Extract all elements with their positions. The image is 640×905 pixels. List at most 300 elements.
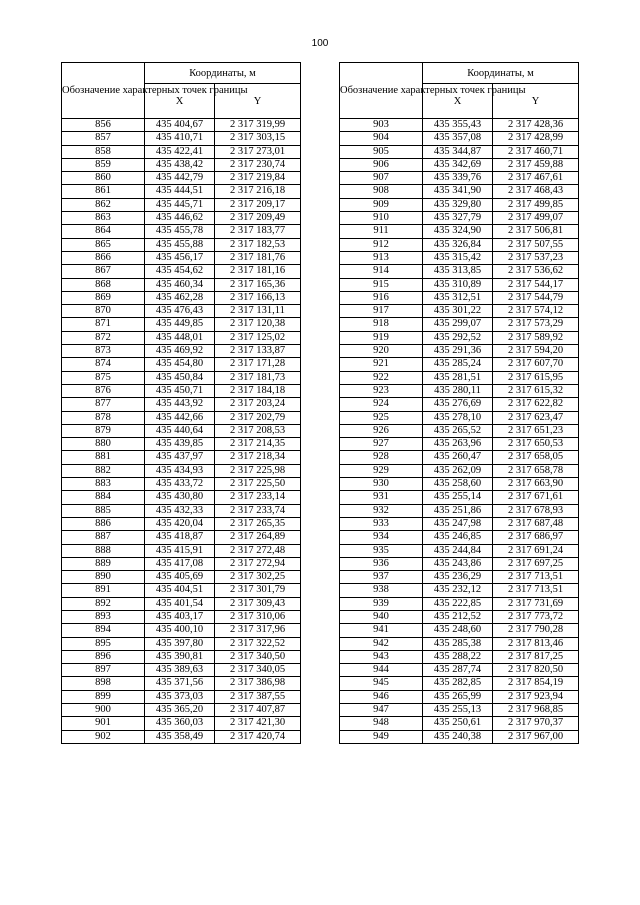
table-row: [62, 597, 301, 610]
x-coordinate-cell: 435 299,07: [423, 318, 493, 331]
x-coordinate-cell: 435 276,69: [423, 398, 493, 411]
y-coordinate-cell: 2 317 691,24: [493, 544, 579, 557]
table-row: [62, 491, 301, 504]
point-number-cell: 863: [62, 212, 145, 225]
y-coordinate-cell: 2 317 322,52: [215, 637, 301, 650]
y-coordinate-cell: 2 317 697,25: [493, 557, 579, 570]
x-coordinate-cell: 435 469,92: [145, 345, 215, 358]
x-coordinate-cell: 435 281,51: [423, 371, 493, 384]
y-coordinate-cell: 2 317 319,99: [215, 119, 301, 132]
coordinates-table-right: [339, 62, 579, 744]
point-number-cell: 896: [62, 650, 145, 663]
x-coordinate-cell: 435 456,17: [145, 251, 215, 264]
x-coordinate-cell: 435 301,22: [423, 305, 493, 318]
y-coordinate-cell: 2 317 658,05: [493, 451, 579, 464]
table-row: [340, 119, 579, 132]
table-row: [340, 145, 579, 158]
y-coordinate-cell: 2 317 387,55: [215, 690, 301, 703]
point-number-cell: 915: [340, 278, 423, 291]
x-coordinate-cell: 435 389,63: [145, 664, 215, 677]
point-number-cell: 913: [340, 251, 423, 264]
y-coordinate-cell: 2 317 623,47: [493, 411, 579, 424]
table-row: [62, 504, 301, 517]
point-number-cell: 875: [62, 371, 145, 384]
table-row: [340, 517, 579, 530]
x-coordinate-cell: 435 357,08: [423, 132, 493, 145]
x-coordinate-cell: 435 390,81: [145, 650, 215, 663]
x-coordinate-cell: 435 401,54: [145, 597, 215, 610]
point-number-cell: 939: [340, 597, 423, 610]
x-coordinate-cell: 435 222,85: [423, 597, 493, 610]
y-coordinate-cell: 2 317 265,35: [215, 517, 301, 530]
y-coordinate-cell: 2 317 817,25: [493, 650, 579, 663]
x-coordinate-cell: 435 442,66: [145, 411, 215, 424]
x-coordinate-cell: 435 292,52: [423, 331, 493, 344]
y-coordinate-cell: 2 317 589,92: [493, 331, 579, 344]
y-coordinate-cell: 2 317 731,69: [493, 597, 579, 610]
point-number-cell: 892: [62, 597, 145, 610]
table-row: [62, 704, 301, 717]
x-coordinate-cell: 435 265,99: [423, 690, 493, 703]
x-coordinate-cell: 435 248,60: [423, 624, 493, 637]
table-row: [62, 398, 301, 411]
point-number-cell: 944: [340, 664, 423, 677]
y-coordinate-cell: 2 317 133,87: [215, 345, 301, 358]
point-number-cell: 871: [62, 318, 145, 331]
point-number-cell: 889: [62, 557, 145, 570]
x-coordinate-cell: 435 287,74: [423, 664, 493, 677]
table-row: [62, 677, 301, 690]
x-coordinate-cell: 435 232,12: [423, 584, 493, 597]
x-coordinate-cell: 435 278,10: [423, 411, 493, 424]
point-number-cell: 886: [62, 517, 145, 530]
y-coordinate-cell: 2 317 713,51: [493, 584, 579, 597]
table-row: [62, 172, 301, 185]
x-coordinate-cell: 435 282,85: [423, 677, 493, 690]
table-row: [62, 610, 301, 623]
y-coordinate-cell: 2 317 615,32: [493, 384, 579, 397]
point-number-cell: 947: [340, 704, 423, 717]
y-coordinate-cell: 2 317 181,76: [215, 251, 301, 264]
x-coordinate-cell: 435 212,52: [423, 610, 493, 623]
y-coordinate-cell: 2 317 233,74: [215, 504, 301, 517]
x-coordinate-cell: 435 280,11: [423, 384, 493, 397]
y-coordinate-cell: 2 317 507,55: [493, 238, 579, 251]
table-row: [340, 318, 579, 331]
y-coordinate-cell: 2 317 216,18: [215, 185, 301, 198]
x-coordinate-cell: 435 373,03: [145, 690, 215, 703]
x-header: X: [423, 84, 493, 119]
table-row: [62, 331, 301, 344]
table-row: [62, 358, 301, 371]
x-coordinate-cell: 435 313,85: [423, 265, 493, 278]
y-header: Y: [493, 84, 579, 119]
x-coordinate-cell: 435 455,88: [145, 238, 215, 251]
y-coordinate-cell: 2 317 273,01: [215, 145, 301, 158]
point-number-cell: 929: [340, 464, 423, 477]
table-row: [340, 132, 579, 145]
table-row: [340, 730, 579, 743]
x-coordinate-cell: 435 246,85: [423, 531, 493, 544]
table-row: [340, 571, 579, 584]
point-number-cell: 920: [340, 345, 423, 358]
x-coordinate-cell: 435 462,28: [145, 291, 215, 304]
x-coordinate-cell: 435 365,20: [145, 704, 215, 717]
point-number-cell: 904: [340, 132, 423, 145]
x-coordinate-cell: 435 415,91: [145, 544, 215, 557]
y-coordinate-cell: 2 317 131,11: [215, 305, 301, 318]
x-coordinate-cell: 435 403,17: [145, 610, 215, 623]
y-coordinate-cell: 2 317 272,48: [215, 544, 301, 557]
x-coordinate-cell: 435 312,51: [423, 291, 493, 304]
table-row: [62, 584, 301, 597]
x-coordinate-cell: 435 371,56: [145, 677, 215, 690]
table-row: [62, 624, 301, 637]
point-number-cell: 927: [340, 438, 423, 451]
y-coordinate-cell: 2 317 687,48: [493, 517, 579, 530]
x-coordinate-cell: 435 255,13: [423, 704, 493, 717]
x-coordinate-cell: 435 400,10: [145, 624, 215, 637]
y-coordinate-cell: 2 317 428,99: [493, 132, 579, 145]
table-row: [340, 384, 579, 397]
table-row: [340, 650, 579, 663]
point-number-cell: 859: [62, 158, 145, 171]
table-row: [340, 544, 579, 557]
x-coordinate-cell: 435 445,71: [145, 198, 215, 211]
x-coordinate-cell: 435 327,79: [423, 212, 493, 225]
point-number-cell: 934: [340, 531, 423, 544]
x-coordinate-cell: 435 450,71: [145, 384, 215, 397]
x-coordinate-cell: 435 324,90: [423, 225, 493, 238]
point-number-cell: 897: [62, 664, 145, 677]
table-row: [62, 145, 301, 158]
table-row: [340, 478, 579, 491]
point-number-cell: 857: [62, 132, 145, 145]
y-coordinate-cell: 2 317 209,17: [215, 198, 301, 211]
table-row: [340, 557, 579, 570]
point-number-cell: 878: [62, 411, 145, 424]
table-body-right: [340, 119, 579, 744]
table-row: [340, 717, 579, 730]
y-coordinate-cell: 2 317 650,53: [493, 438, 579, 451]
point-number-cell: 903: [340, 119, 423, 132]
point-number-cell: 883: [62, 478, 145, 491]
point-number-cell: 887: [62, 531, 145, 544]
y-coordinate-cell: 2 317 854,19: [493, 677, 579, 690]
x-coordinate-cell: 435 255,14: [423, 491, 493, 504]
table-row: [62, 345, 301, 358]
table-row: [340, 198, 579, 211]
y-coordinate-cell: 2 317 459,88: [493, 158, 579, 171]
point-number-cell: 937: [340, 571, 423, 584]
point-number-cell: 880: [62, 438, 145, 451]
point-number-cell: 917: [340, 305, 423, 318]
y-coordinate-cell: 2 317 225,50: [215, 478, 301, 491]
y-coordinate-cell: 2 317 506,81: [493, 225, 579, 238]
y-coordinate-cell: 2 317 467,61: [493, 172, 579, 185]
y-coordinate-cell: 2 317 340,05: [215, 664, 301, 677]
table-row: [340, 172, 579, 185]
y-coordinate-cell: 2 317 309,43: [215, 597, 301, 610]
y-coordinate-cell: 2 317 686,97: [493, 531, 579, 544]
table-row: [62, 717, 301, 730]
table-row: [62, 544, 301, 557]
y-coordinate-cell: 2 317 218,34: [215, 451, 301, 464]
point-number-cell: 942: [340, 637, 423, 650]
y-coordinate-cell: 2 317 208,53: [215, 424, 301, 437]
y-coordinate-cell: 2 317 230,74: [215, 158, 301, 171]
x-coordinate-cell: 435 410,71: [145, 132, 215, 145]
point-number-cell: 856: [62, 119, 145, 132]
point-number-cell: 943: [340, 650, 423, 663]
point-number-cell: 933: [340, 517, 423, 530]
point-number-cell: 881: [62, 451, 145, 464]
table-row: [340, 158, 579, 171]
y-coordinate-cell: 2 317 813,46: [493, 637, 579, 650]
y-coordinate-cell: 2 317 713,51: [493, 571, 579, 584]
x-coordinate-cell: 435 444,51: [145, 185, 215, 198]
x-coordinate-cell: 435 244,84: [423, 544, 493, 557]
y-coordinate-cell: 2 317 171,28: [215, 358, 301, 371]
table-row: [340, 291, 579, 304]
point-number-cell: 946: [340, 690, 423, 703]
y-coordinate-cell: 2 317 671,61: [493, 491, 579, 504]
point-number-cell: 870: [62, 305, 145, 318]
point-number-cell: 868: [62, 278, 145, 291]
table-row: [62, 318, 301, 331]
x-coordinate-cell: 435 422,41: [145, 145, 215, 158]
x-coordinate-cell: 435 243,86: [423, 557, 493, 570]
x-coordinate-cell: 435 420,04: [145, 517, 215, 530]
y-coordinate-cell: 2 317 166,13: [215, 291, 301, 304]
y-coordinate-cell: 2 317 386,98: [215, 677, 301, 690]
point-number-cell: 876: [62, 384, 145, 397]
table-row: [340, 637, 579, 650]
y-coordinate-cell: 2 317 272,94: [215, 557, 301, 570]
point-number-cell: 938: [340, 584, 423, 597]
x-coordinate-cell: 435 446,62: [145, 212, 215, 225]
point-number-cell: 895: [62, 637, 145, 650]
point-number-cell: 862: [62, 198, 145, 211]
point-number-cell: 898: [62, 677, 145, 690]
table-row: [340, 411, 579, 424]
table-row: [340, 331, 579, 344]
point-number-cell: 902: [62, 730, 145, 743]
point-number-cell: 922: [340, 371, 423, 384]
point-number-cell: 940: [340, 610, 423, 623]
y-coordinate-cell: 2 317 214,35: [215, 438, 301, 451]
x-coordinate-cell: 435 265,52: [423, 424, 493, 437]
x-coordinate-cell: 435 339,76: [423, 172, 493, 185]
x-coordinate-cell: 435 454,80: [145, 358, 215, 371]
point-number-cell: 882: [62, 464, 145, 477]
point-number-cell: 867: [62, 265, 145, 278]
x-coordinate-cell: 435 236,29: [423, 571, 493, 584]
point-number-cell: 864: [62, 225, 145, 238]
x-coordinate-cell: 435 288,22: [423, 650, 493, 663]
x-coordinate-cell: 435 315,42: [423, 251, 493, 264]
point-number-cell: 893: [62, 610, 145, 623]
x-coordinate-cell: 435 247,98: [423, 517, 493, 530]
x-coordinate-cell: 435 260,47: [423, 451, 493, 464]
table-row: [340, 438, 579, 451]
point-number-cell: 909: [340, 198, 423, 211]
x-coordinate-cell: 435 443,92: [145, 398, 215, 411]
point-number-cell: 916: [340, 291, 423, 304]
y-coordinate-cell: 2 317 573,29: [493, 318, 579, 331]
x-coordinate-cell: 435 358,49: [145, 730, 215, 743]
x-coordinate-cell: 435 341,90: [423, 185, 493, 198]
x-coordinate-cell: 435 285,38: [423, 637, 493, 650]
point-number-cell: 935: [340, 544, 423, 557]
y-coordinate-cell: 2 317 301,79: [215, 584, 301, 597]
table-row: [62, 291, 301, 304]
coordinates-table-left: [61, 62, 301, 744]
point-number-cell: 919: [340, 331, 423, 344]
y-coordinate-cell: 2 317 120,38: [215, 318, 301, 331]
table-row: [340, 531, 579, 544]
table-row: [340, 704, 579, 717]
point-number-cell: 891: [62, 584, 145, 597]
table-row: [62, 424, 301, 437]
point-number-cell: 879: [62, 424, 145, 437]
x-coordinate-cell: 435 440,64: [145, 424, 215, 437]
x-coordinate-cell: 435 460,34: [145, 278, 215, 291]
table-row: [62, 305, 301, 318]
y-coordinate-cell: 2 317 574,12: [493, 305, 579, 318]
y-coordinate-cell: 2 317 970,37: [493, 717, 579, 730]
table-row: [62, 571, 301, 584]
coordinates-header: Координаты, м: [145, 63, 301, 84]
x-coordinate-cell: 435 326,84: [423, 238, 493, 251]
x-header: X: [145, 84, 215, 119]
table-row: [340, 371, 579, 384]
x-coordinate-cell: 435 291,36: [423, 345, 493, 358]
point-number-cell: 888: [62, 544, 145, 557]
table-row: [340, 265, 579, 278]
x-coordinate-cell: 435 439,85: [145, 438, 215, 451]
point-number-cell: 865: [62, 238, 145, 251]
table-row: [62, 185, 301, 198]
point-number-cell: 905: [340, 145, 423, 158]
table-row: [340, 185, 579, 198]
x-coordinate-cell: 435 250,61: [423, 717, 493, 730]
point-number-cell: 890: [62, 571, 145, 584]
x-coordinate-cell: 435 263,96: [423, 438, 493, 451]
point-number-cell: 928: [340, 451, 423, 464]
y-coordinate-cell: 2 317 967,00: [493, 730, 579, 743]
y-coordinate-cell: 2 317 219,84: [215, 172, 301, 185]
table-row: [340, 690, 579, 703]
x-coordinate-cell: 435 432,33: [145, 504, 215, 517]
y-coordinate-cell: 2 317 310,06: [215, 610, 301, 623]
point-number-cell: 918: [340, 318, 423, 331]
y-coordinate-cell: 2 317 428,36: [493, 119, 579, 132]
y-coordinate-cell: 2 317 165,36: [215, 278, 301, 291]
point-number-cell: 914: [340, 265, 423, 278]
y-coordinate-cell: 2 317 622,82: [493, 398, 579, 411]
table-row: [62, 278, 301, 291]
y-coordinate-cell: 2 317 499,85: [493, 198, 579, 211]
y-coordinate-cell: 2 317 182,53: [215, 238, 301, 251]
x-coordinate-cell: 435 342,69: [423, 158, 493, 171]
y-coordinate-cell: 2 317 537,23: [493, 251, 579, 264]
x-coordinate-cell: 435 258,60: [423, 478, 493, 491]
point-number-cell: 948: [340, 717, 423, 730]
table-row: [62, 198, 301, 211]
point-number-cell: 874: [62, 358, 145, 371]
x-coordinate-cell: 435 262,09: [423, 464, 493, 477]
table-row: [340, 345, 579, 358]
x-coordinate-cell: 435 442,79: [145, 172, 215, 185]
table-row: [62, 251, 301, 264]
point-number-cell: 899: [62, 690, 145, 703]
y-coordinate-cell: 2 317 499,07: [493, 212, 579, 225]
table-row: [340, 278, 579, 291]
table-row: [62, 650, 301, 663]
point-number-cell: 884: [62, 491, 145, 504]
table-body-left: [62, 119, 301, 744]
table-row: [340, 225, 579, 238]
point-number-cell: 873: [62, 345, 145, 358]
x-coordinate-cell: 435 417,08: [145, 557, 215, 570]
y-coordinate-cell: 2 317 544,17: [493, 278, 579, 291]
x-coordinate-cell: 435 355,43: [423, 119, 493, 132]
point-number-cell: 906: [340, 158, 423, 171]
y-coordinate-cell: 2 317 536,62: [493, 265, 579, 278]
table-row: [62, 238, 301, 251]
table-row: [62, 730, 301, 743]
y-coordinate-cell: 2 317 658,78: [493, 464, 579, 477]
point-number-cell: 877: [62, 398, 145, 411]
x-coordinate-cell: 435 329,80: [423, 198, 493, 211]
designation-header: Обозначение характерных точек границы: [62, 63, 145, 119]
point-number-cell: 861: [62, 185, 145, 198]
table-row: [62, 531, 301, 544]
point-number-cell: 931: [340, 491, 423, 504]
point-number-cell: 936: [340, 557, 423, 570]
coordinates-header: Координаты, м: [423, 63, 579, 84]
y-coordinate-cell: 2 317 225,98: [215, 464, 301, 477]
point-number-cell: 869: [62, 291, 145, 304]
x-coordinate-cell: 435 285,24: [423, 358, 493, 371]
y-coordinate-cell: 2 317 303,15: [215, 132, 301, 145]
x-coordinate-cell: 435 251,86: [423, 504, 493, 517]
y-coordinate-cell: 2 317 209,49: [215, 212, 301, 225]
y-coordinate-cell: 2 317 651,23: [493, 424, 579, 437]
y-coordinate-cell: 2 317 663,90: [493, 478, 579, 491]
y-coordinate-cell: 2 317 678,93: [493, 504, 579, 517]
table-row: [62, 517, 301, 530]
table-row: [340, 677, 579, 690]
point-number-cell: 924: [340, 398, 423, 411]
y-coordinate-cell: 2 317 421,30: [215, 717, 301, 730]
point-number-cell: 949: [340, 730, 423, 743]
table-row: [340, 584, 579, 597]
y-coordinate-cell: 2 317 460,71: [493, 145, 579, 158]
table-row: [62, 690, 301, 703]
x-coordinate-cell: 435 240,38: [423, 730, 493, 743]
y-header: Y: [215, 84, 301, 119]
point-number-cell: 926: [340, 424, 423, 437]
x-coordinate-cell: 435 344,87: [423, 145, 493, 158]
table-row: [340, 398, 579, 411]
y-coordinate-cell: 2 317 773,72: [493, 610, 579, 623]
point-number-cell: 925: [340, 411, 423, 424]
point-number-cell: 923: [340, 384, 423, 397]
y-coordinate-cell: 2 317 202,79: [215, 411, 301, 424]
table-row: [62, 265, 301, 278]
